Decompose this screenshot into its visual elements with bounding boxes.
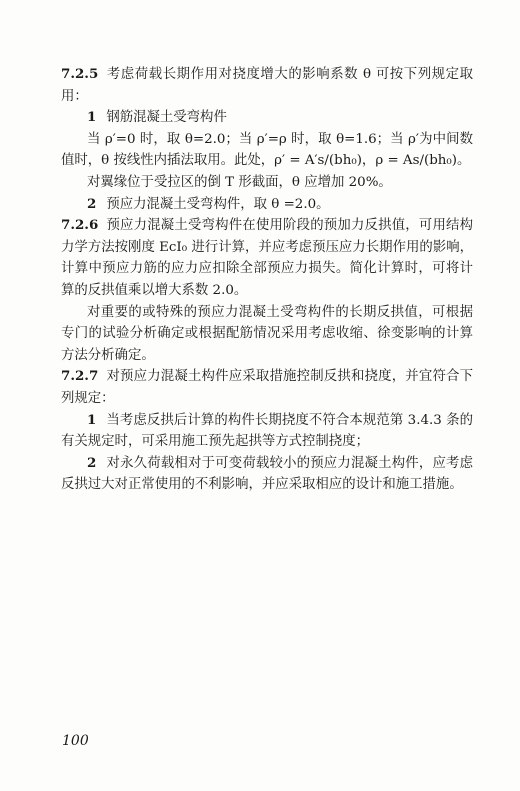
page-number: 100 [62,733,89,749]
clause-7-2-7 [61,366,473,409]
item-number: 1 [87,411,97,428]
item-2-prestressed [61,194,473,216]
clause-7-2-5 [61,64,473,107]
item-text: 当考虑反拱后计算的构件长期挠度不符合本规范第 3.4.3 条的有关规定时，可采用施工预先起拱等方式控制挠度； [61,412,473,450]
item-2-permanent-load [61,453,473,496]
clause-7-2-6 [61,215,473,301]
item-1-camber-control [61,410,473,453]
item-text: 预应力混凝土受弯构件，取 θ =2.0。 [106,196,330,212]
paragraph-inverted-t: 对翼缘位于受拉区的倒 T 形截面，θ 应增加 20%。 [87,174,392,190]
item-text: 对永久荷载相对于可变荷载较小的预应力混凝土构件，应考虑反拱过大对正常使用的不利影响，并应采取相应的设计和施工措施。 [61,455,473,493]
clause-text: 预应力混凝土受弯构件在使用阶段的预加力反拱值，可用结构力学方法按刚度 EcI₀ 进行计算，并应考虑预压应力长期作用的影响，计算中预应力筋的应力应扣除全部预应力损失。简化计算时，可将计算的反拱值乘以增大系数 2.0。 [61,218,473,298]
page-content [61,64,473,496]
paragraph-long-term-camber: 对重要的或特殊的预应力混凝土受弯构件的长期反拱值，可根据专门的试验分析确定或根据配筋情况采用考虑收缩、徐变影响的计算方法分析确定。 [61,304,473,363]
item-number: 1 [87,109,97,126]
clause-number: 7.2.6 [61,217,99,234]
item-1-rc-members [61,107,473,129]
clause-number: 7.2.7 [61,368,99,385]
clause-text: 对预应力混凝土构件应采取措施控制反拱和挠度，并宜符合下列规定： [61,369,473,406]
clause-number: 7.2.5 [61,66,99,82]
item-text: 钢筋混凝土受弯构件 [106,110,227,126]
item-number: 2 [87,454,97,471]
item-number: 2 [87,195,97,212]
paragraph-theta-rule: 当 ρ′=0 时，取 θ=2.0；当 ρ′=ρ 时，取 θ=1.6；当 ρ′为中间数值时，θ 按线性内插法取用。此处，ρ′ = A′s/(bh₀)，ρ = As/(bh₀)。 [61,131,473,169]
clause-text: 考虑荷载长期作用对挠度增大的影响系数 θ 可按下列规定取用： [61,67,473,104]
